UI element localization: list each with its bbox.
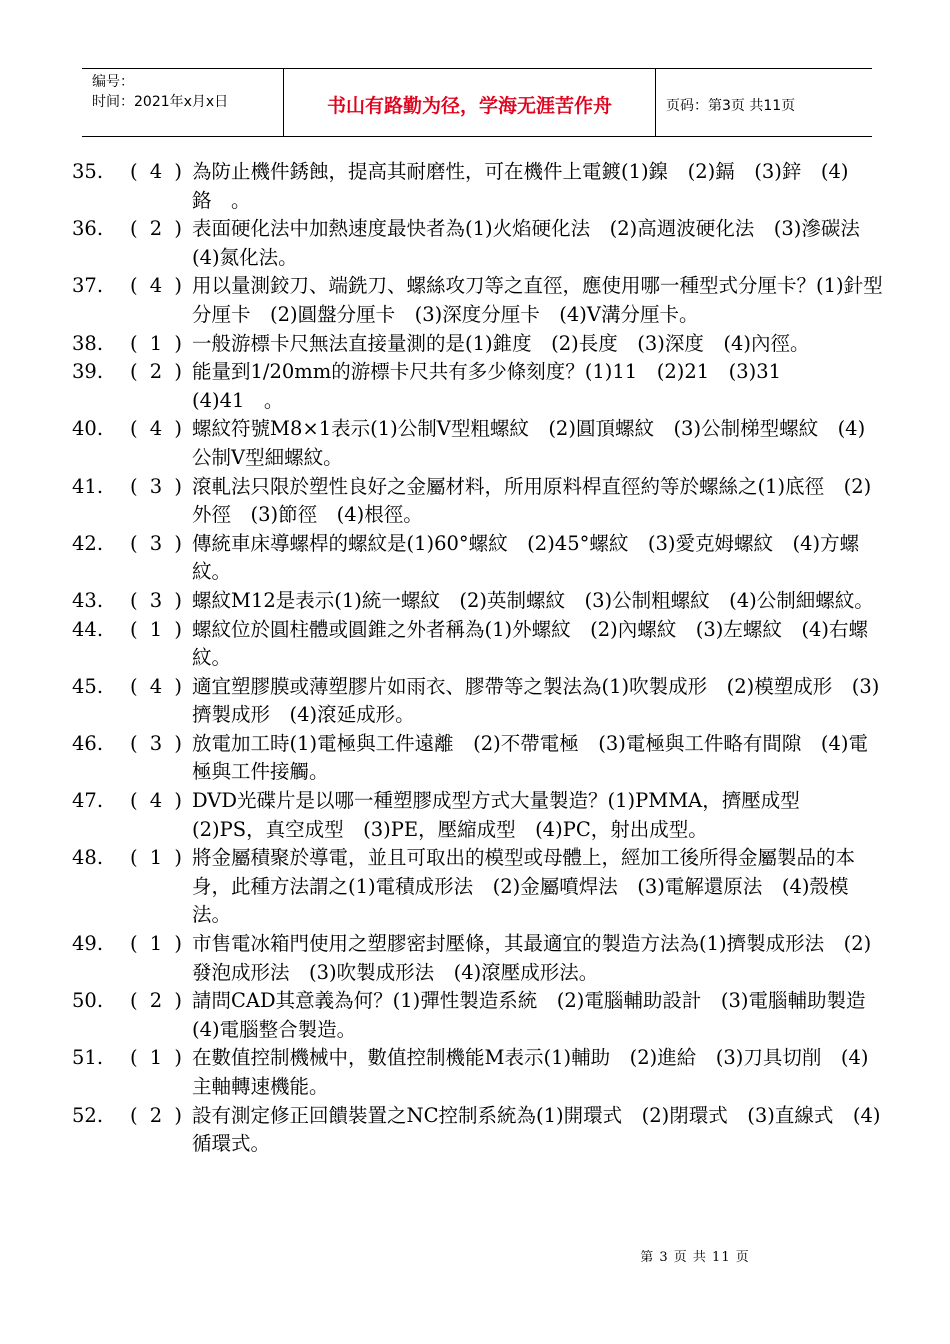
answer-bracket xyxy=(130,530,182,587)
question-item xyxy=(72,1102,884,1159)
question-text: 市售電冰箱門使用之塑膠密封壓條，其最適宜的製造方法為(1)擠製成形法 (2)發泡成形法 (3)吹製成形法 (4)滾壓成形法。 xyxy=(192,932,872,984)
question-text: 能量到1/20mm的游標卡尺共有多少條刻度？(1)11 (2)21 (3)31 (4)41 。 xyxy=(192,360,821,412)
question-number: 47. xyxy=(72,789,104,813)
question-number: 51. xyxy=(72,1046,104,1070)
answer-value: 4 xyxy=(149,160,163,183)
close-paren: ) xyxy=(174,989,182,1013)
question-text: 傳統車床導螺桿的螺紋是(1)60°螺紋 (2)45°螺紋 (3)愛克姆螺紋 (4)方螺紋。 xyxy=(192,531,860,584)
question-text: 螺紋位於圓柱體或圓錐之外者稱為(1)外螺紋 (2)內螺紋 (3)左螺紋 (4)右螺紋。 xyxy=(192,617,868,670)
close-paren: ) xyxy=(174,531,182,555)
question-item xyxy=(72,415,884,472)
close-paren: ) xyxy=(174,160,182,183)
question-text: 螺紋符號M8×1表示(1)公制V型粗螺紋 (2)圓頂螺紋 (3)公制梯型螺紋 (4)公制V型細螺紋。 xyxy=(192,417,866,469)
question-item xyxy=(72,730,884,787)
close-paren: ) xyxy=(174,588,182,612)
answer-value: 4 xyxy=(149,274,163,298)
open-paren: ( xyxy=(130,531,138,555)
question-number: 42. xyxy=(72,531,104,555)
question-text: 一般游標卡尺無法直接量測的是(1)錐度 (2)長度 (3)深度 (4)內徑。 xyxy=(192,331,810,355)
question-text: 適宜塑膠膜或薄塑膠片如雨衣、膠帶等之製法為(1)吹製成形 (2)模塑成形 (3)擠製成形 (4)滾延成形。 xyxy=(192,674,880,727)
question-item xyxy=(72,1044,884,1101)
answer-bracket xyxy=(130,673,182,730)
answer-bracket xyxy=(130,844,182,930)
close-paren: ) xyxy=(174,1103,182,1127)
open-paren: ( xyxy=(130,274,138,298)
question-number: 40. xyxy=(72,417,104,441)
question-text: DVD光碟片是以哪一種塑膠成型方式大量製造？(1)PMMA，擠壓成型 (2)PS，真空成型 (3)PE，壓縮成型 (4)PC，射出成型。 xyxy=(192,789,820,841)
question-number: 39. xyxy=(72,360,104,384)
time-label: 时间：2021年x月x日 xyxy=(92,94,229,110)
answer-value: 2 xyxy=(149,1103,163,1127)
open-paren: ( xyxy=(130,674,138,698)
close-paren: ) xyxy=(174,846,182,870)
answer-bracket xyxy=(130,358,182,415)
close-paren: ) xyxy=(174,217,182,241)
question-item xyxy=(72,673,884,730)
question-number: 46. xyxy=(72,731,104,755)
question-item xyxy=(72,473,884,530)
page-footer: 第 3 页 共 11 页 xyxy=(640,1250,750,1265)
open-paren: ( xyxy=(130,588,138,612)
question-item xyxy=(72,930,884,987)
question-item xyxy=(72,158,884,215)
open-paren: ( xyxy=(130,1046,138,1070)
answer-bracket xyxy=(130,415,182,472)
answer-value: 4 xyxy=(149,674,163,698)
answer-value: 1 xyxy=(149,846,163,870)
answer-bracket xyxy=(130,330,182,359)
answer-bracket xyxy=(130,587,182,616)
question-text: 在數值控制機械中，數值控制機能M表示(1)輔助 (2)進給 (3)刀具切削 (4)主軸轉速機能。 xyxy=(192,1046,869,1098)
answer-value: 4 xyxy=(149,789,163,813)
answer-bracket xyxy=(130,473,182,530)
question-number: 48. xyxy=(72,846,104,870)
question-text: 滾軋法只限於塑性良好之金屬材料，所用原料桿直徑約等於螺絲之(1)底徑 (2)外徑 (3)節徑 (4)根徑。 xyxy=(192,474,872,527)
header-page-label: 页码：第3页 共11页 xyxy=(666,97,796,114)
question-number: 37. xyxy=(72,274,104,298)
answer-bracket xyxy=(130,616,182,673)
answer-value: 2 xyxy=(149,217,163,241)
question-text: 為防止機件銹蝕，提高其耐磨性，可在機件上電鍍(1)鎳 (2)鎘 (3)鋅 (4)鉻 。 xyxy=(192,160,849,212)
question-item xyxy=(72,844,884,930)
open-paren: ( xyxy=(130,789,138,813)
question-number: 50. xyxy=(72,989,104,1013)
question-item xyxy=(72,215,884,272)
close-paren: ) xyxy=(174,731,182,755)
close-paren: ) xyxy=(174,360,182,384)
open-paren: ( xyxy=(130,360,138,384)
answer-value: 1 xyxy=(149,932,163,956)
question-text: 請問CAD其意義為何？(1)彈性製造系統 (2)電腦輔助設計 (3)電腦輔助製造 (4)電腦整合製造。 xyxy=(192,989,886,1041)
question-item xyxy=(72,330,884,359)
question-item xyxy=(72,987,884,1044)
question-item xyxy=(72,530,884,587)
open-paren: ( xyxy=(130,932,138,956)
answer-bracket xyxy=(130,1102,182,1159)
answer-value: 3 xyxy=(149,474,163,498)
answer-value: 1 xyxy=(149,331,163,355)
answer-value: 3 xyxy=(149,588,163,612)
close-paren: ) xyxy=(174,417,182,441)
question-item xyxy=(72,358,884,415)
answer-value: 2 xyxy=(149,989,163,1013)
question-text: 將金屬積聚於導電，並且可取出的模型或母體上，經加工後所得金屬製品的本身，此種方法謂之(1)電積成形法 (2)金屬噴焊法 (3)電解還原法 (4)殼模法。 xyxy=(192,846,856,927)
page-header xyxy=(82,68,872,137)
question-number: 36. xyxy=(72,217,104,241)
open-paren: ( xyxy=(130,731,138,755)
close-paren: ) xyxy=(174,1046,182,1070)
close-paren: ) xyxy=(174,674,182,698)
question-list xyxy=(72,158,884,1159)
question-number: 35. xyxy=(72,160,104,183)
question-number: 43. xyxy=(72,588,104,612)
open-paren: ( xyxy=(130,846,138,870)
header-meta xyxy=(82,69,284,136)
question-text: 放電加工時(1)電極與工件遠離 (2)不帶電極 (3)電極與工件略有間隙 (4)電極與工件接觸。 xyxy=(192,731,868,784)
answer-value: 3 xyxy=(149,531,163,555)
close-paren: ) xyxy=(174,932,182,956)
answer-value: 2 xyxy=(149,360,163,384)
question-text: 螺紋M12是表示(1)統一螺紋 (2)英制螺紋 (3)公制粗螺紋 (4)公制細螺紋。 xyxy=(192,588,874,612)
question-item xyxy=(72,787,884,844)
question-number: 52. xyxy=(72,1103,104,1127)
close-paren: ) xyxy=(174,474,182,498)
answer-bracket xyxy=(130,215,182,272)
question-number: 49. xyxy=(72,932,104,956)
question-number: 38. xyxy=(72,331,104,355)
code-label: 编号： xyxy=(92,74,134,90)
open-paren: ( xyxy=(130,160,138,183)
close-paren: ) xyxy=(174,617,182,641)
answer-bracket xyxy=(130,930,182,987)
open-paren: ( xyxy=(130,474,138,498)
answer-bracket xyxy=(130,158,182,215)
question-item xyxy=(72,272,884,329)
close-paren: ) xyxy=(174,274,182,298)
question-number: 41. xyxy=(72,474,104,498)
close-paren: ) xyxy=(174,331,182,355)
answer-value: 1 xyxy=(149,1046,163,1070)
answer-bracket xyxy=(130,787,182,844)
answer-value: 4 xyxy=(149,417,163,441)
close-paren: ) xyxy=(174,789,182,813)
open-paren: ( xyxy=(130,331,138,355)
header-motto: 书山有路勤为径，学海无涯苦作舟 xyxy=(284,69,656,136)
answer-bracket xyxy=(130,1044,182,1101)
answer-value: 1 xyxy=(149,617,163,641)
answer-bracket xyxy=(130,730,182,787)
open-paren: ( xyxy=(130,617,138,641)
question-number: 44. xyxy=(72,617,104,641)
question-text: 用以量測鉸刀、端銑刀、螺絲攻刀等之直徑，應使用哪一種型式分厘卡？(1)針型分厘卡 (2)圓盤分厘卡 (3)深度分厘卡 (4)V溝分厘卡。 xyxy=(192,274,883,326)
question-number: 45. xyxy=(72,674,104,698)
question-item xyxy=(72,587,884,616)
question-text: 表面硬化法中加熱速度最快者為(1)火焰硬化法 (2)高週波硬化法 (3)滲碳法 (4)氮化法。 xyxy=(192,217,880,269)
question-text: 設有測定修正回饋裝置之NC控制系統為(1)開環式 (2)閉環式 (3)直線式 (4)循環式。 xyxy=(192,1103,881,1156)
answer-bracket xyxy=(130,272,182,329)
answer-bracket xyxy=(130,987,182,1044)
open-paren: ( xyxy=(130,417,138,441)
question-item xyxy=(72,616,884,673)
open-paren: ( xyxy=(130,989,138,1013)
open-paren: ( xyxy=(130,217,138,241)
answer-value: 3 xyxy=(149,731,163,755)
open-paren: ( xyxy=(130,1103,138,1127)
